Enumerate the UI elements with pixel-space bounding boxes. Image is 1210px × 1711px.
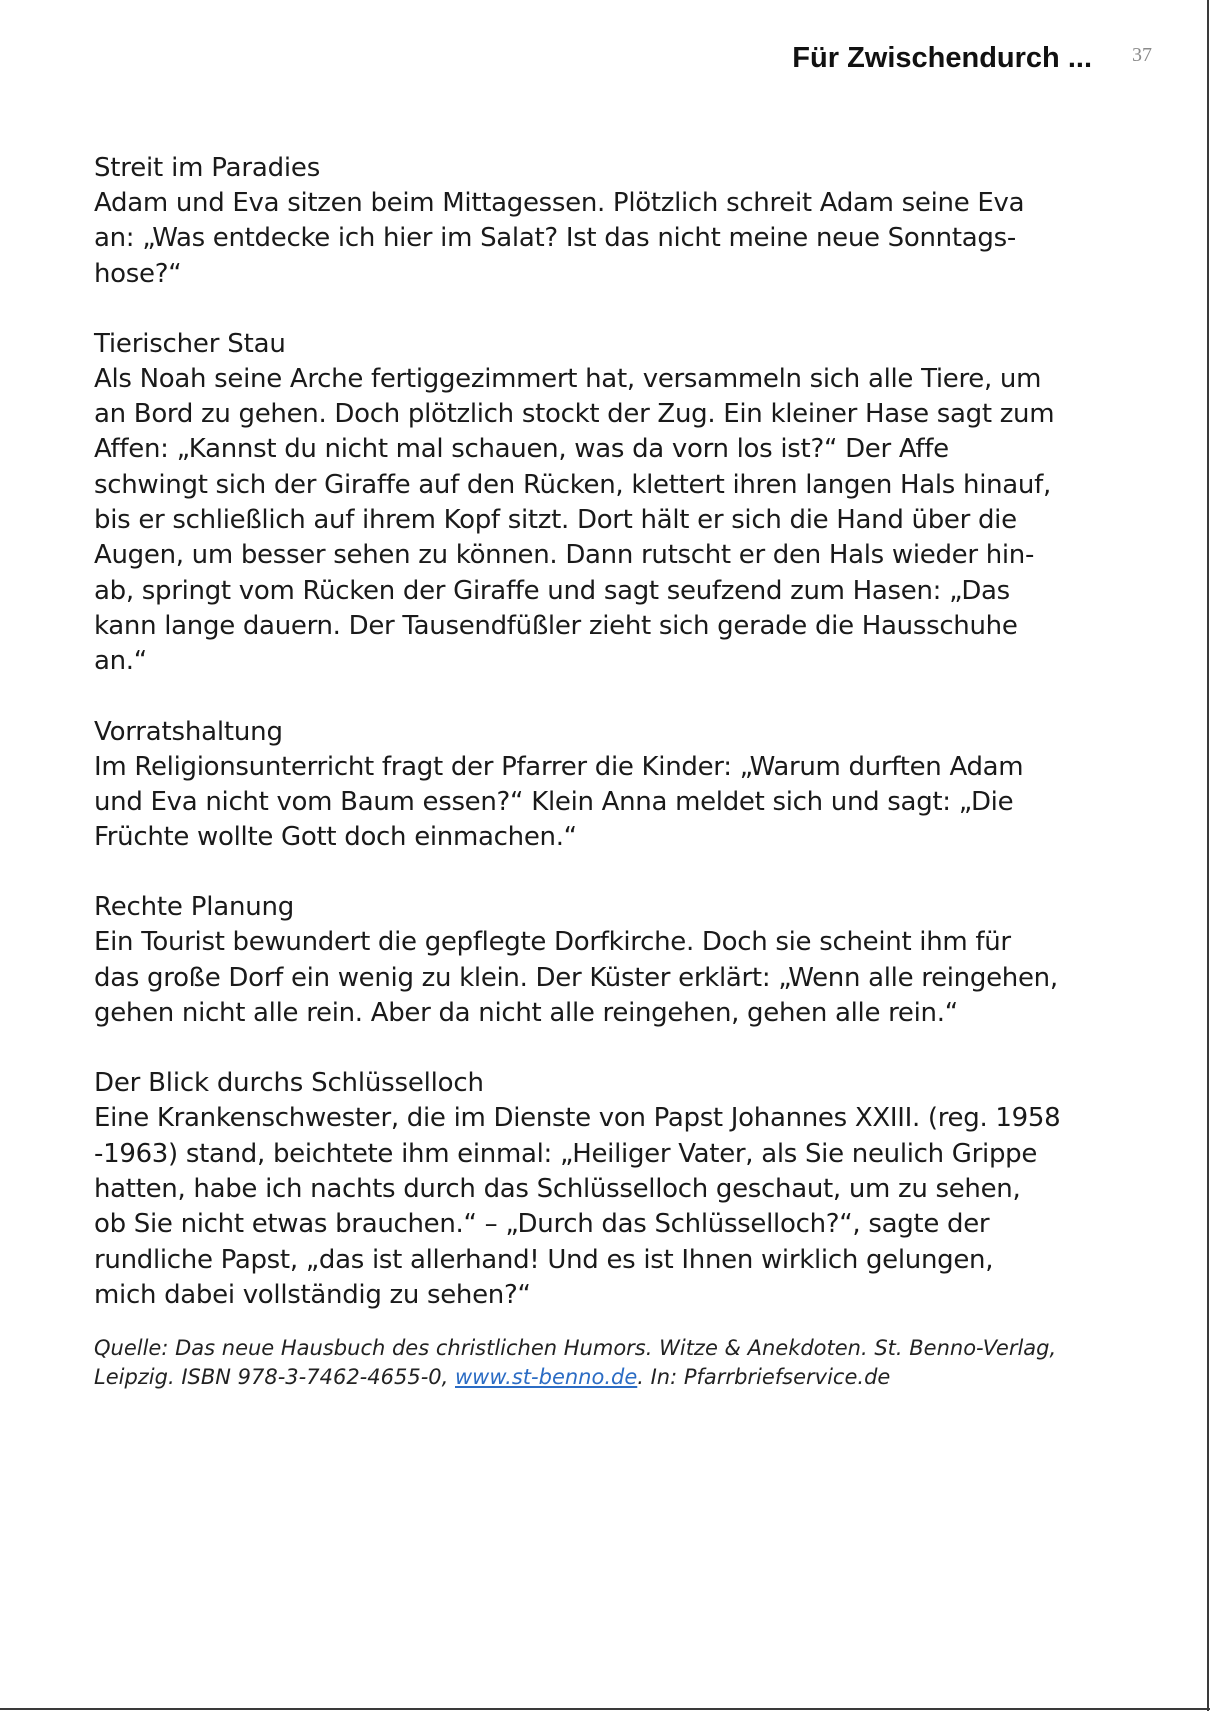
joke-line: Affen: „Kannst du nicht mal schauen, was da vorn los ist?“ Der Affe — [94, 434, 949, 465]
joke-title: Der Blick durchs Schlüsselloch — [94, 1068, 484, 1099]
joke-line: Früchte wollte Gott doch einmachen.“ — [94, 822, 577, 853]
joke-line: an.“ — [94, 646, 147, 677]
joke-title: Streit im Paradies — [94, 153, 321, 183]
joke-tierischer-stau — [94, 327, 1134, 680]
joke-line: Eine Krankenschwester, die im Dienste von Papst Johannes XXIII. (reg. 1958 — [94, 1103, 1061, 1134]
joke-line: Im Religionsunterricht fragt der Pfarrer die Kinder: „Warum durften Adam — [94, 751, 1024, 782]
joke-line: Augen, um besser sehen zu können. Dann rutscht er den Hals wieder hin- — [94, 540, 1035, 571]
joke-line: kann lange dauern. Der Tausendfüßler zieht sich gerade die Hausschuhe — [94, 610, 1018, 641]
joke-blick-durchs-schluesselloch — [94, 1066, 1134, 1313]
source-citation — [94, 1334, 1134, 1392]
joke-line: an: „Was entdecke ich hier im Salat? Ist das nicht meine neue Sonntags- — [94, 223, 1016, 254]
source-line-2-suffix: . In: Pfarrbriefservice.de — [637, 1365, 891, 1390]
header-title: Für Zwischendurch ... — [792, 42, 1092, 74]
joke-line: Adam und Eva sitzen beim Mittagessen. Plötzlich schreit Adam seine Eva — [94, 188, 1025, 218]
joke-line: und Eva nicht vom Baum essen?“ Klein Anna meldet sich und sagt: „Die — [94, 786, 1014, 817]
source-line-2 — [94, 1363, 1134, 1392]
page-border-right — [1207, 0, 1209, 1711]
joke-line: schwingt sich der Giraffe auf den Rücken, klettert ihren langen Hals hinauf, — [94, 469, 1051, 500]
source-line-1: Quelle: Das neue Hausbuch des christlichen Humors. Witze & Anekdoten. St. Benno-Verlag, — [94, 1336, 1057, 1361]
source-link[interactable]: www.st-benno.de — [455, 1365, 638, 1390]
page-border-bottom — [0, 1708, 1210, 1710]
joke-line: hatten, habe ich nachts durch das Schlüsselloch geschaut, um zu sehen, — [94, 1173, 1021, 1204]
source-line-2-prefix: Leipzig. ISBN 978-3-7462-4655-0, — [94, 1365, 455, 1390]
joke-streit-im-paradies — [94, 151, 1134, 292]
joke-line: Als Noah seine Arche fertiggezimmert hat, versammeln sich alle Tiere, um — [94, 363, 1042, 394]
joke-line: ab, springt vom Rücken der Giraffe und sagt seufzend zum Hasen: „Das — [94, 575, 1010, 606]
page-number: 37 — [1132, 44, 1152, 66]
joke-line: rundliche Papst, „das ist allerhand! Und es ist Ihnen wirklich gelungen, — [94, 1244, 994, 1275]
joke-vorratshaltung — [94, 715, 1134, 856]
joke-rechte-planung — [94, 890, 1134, 1031]
joke-title: Vorratshaltung — [94, 716, 283, 747]
joke-title: Rechte Planung — [94, 892, 295, 923]
joke-line: an Bord zu gehen. Doch plötzlich stockt der Zug. Ein kleiner Hase sagt zum — [94, 399, 1055, 430]
joke-line: -1963) stand, beichtete ihm einmal: „Heiliger Vater, als Sie neulich Grippe — [94, 1138, 1038, 1169]
joke-line: ob Sie nicht etwas brauchen.“ – „Durch das Schlüsselloch?“, sagte der — [94, 1209, 990, 1240]
joke-line: das große Dorf ein wenig zu klein. Der Küster erklärt: „Wenn alle reingehen, — [94, 962, 1058, 993]
joke-title: Tierischer Stau — [94, 328, 286, 359]
joke-line: mich dabei vollständig zu sehen?“ — [94, 1279, 531, 1310]
joke-line: hose?“ — [94, 258, 182, 289]
joke-line: Ein Tourist bewundert die gepflegte Dorfkirche. Doch sie scheint ihm für — [94, 927, 1011, 958]
joke-line: gehen nicht alle rein. Aber da nicht alle reingehen, gehen alle rein.“ — [94, 998, 958, 1029]
joke-line: bis er schließlich auf ihrem Kopf sitzt. Dort hält er sich die Hand über die — [94, 505, 1017, 536]
content — [94, 151, 1134, 1392]
